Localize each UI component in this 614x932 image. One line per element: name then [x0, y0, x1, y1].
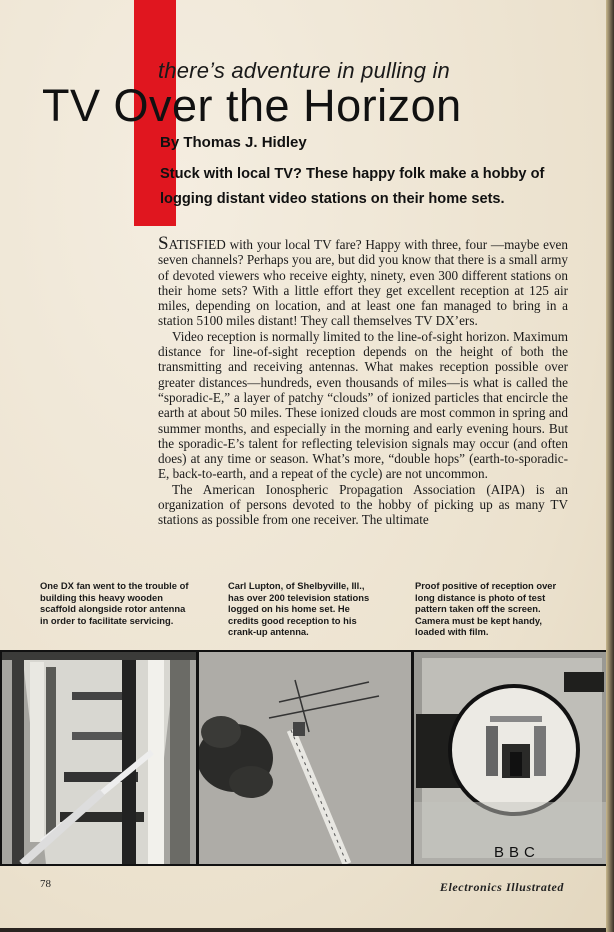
photo-antenna: [199, 652, 411, 864]
body-paragraph-1: [158, 233, 568, 329]
caption-test-pattern: Proof positive of reception over long distance is photo of test pattern taken off the screen. Camera must be kept handy, loaded with film.: [415, 580, 557, 638]
photo-scaffold: [2, 652, 196, 864]
article-title: TV Over the Horizon: [42, 80, 462, 131]
body-paragraph-3: The American Ionospheric Propagation Association (AIPA) is an organization of persons devoted to the hobby of picking up as many TV stations as possible from one receiver. The ultimate: [158, 481, 568, 528]
caption-scaffold: One DX fan went to the trouble of building this heavy wooden scaffold alongside rotor antenna in order to facilitate servicing.: [40, 580, 189, 626]
page-number: 78: [40, 878, 51, 890]
article-kicker: there’s adventure in pulling in: [158, 58, 450, 83]
test-pattern-image: [414, 652, 606, 864]
drop-cap: S: [158, 233, 169, 254]
scaffold-image: [2, 652, 196, 864]
article-deck: Stuck with local TV? These happy folk make a hobby of logging distant video stations on their home sets.: [160, 166, 545, 207]
antenna-image: [199, 652, 411, 864]
page-edge: [606, 0, 614, 932]
photo-strip: [0, 650, 606, 866]
paragraph-1-text: with your local TV fare? Happy with three, four —maybe even seven channels? Perhaps you are, but did you know that there is a small army of devoted viewers who receive eighty, ninety, even 300 different stations on their home sets? With a little effort they get excellent reception at 125 air miles, depending on location, and at least one fan managed to bring in a station 5100 miles distant! They call themselves TV DX’ers.: [158, 237, 568, 329]
photo-test-pattern: [414, 652, 606, 864]
article-byline: By Thomas J. Hidley: [160, 134, 307, 151]
bbc-label: BBC: [494, 844, 540, 861]
article-body: [158, 233, 568, 528]
body-paragraph-2: Video reception is normally limited to the line-of-sight horizon. Maximum distance for line-of-sight reception depends on the height of both the transmitting and receiving antennas. What makes reception possible over greater distances—hundreds, even thousands of miles—is what is called the “sporadic-E,” a layer of patchy “clouds” of ionized particles that encircle the earth at about 50 miles. These ionized clouds are most common in spring and summer months, and especially in the morning and early evening hours. But the sporadic-E’s talent for reflecting television signals may occur (and often does) at any time or season. What’s more, “double hops” (earth-to-sporadic-E, back-to-earth, and a repeat of the cycle) are not uncommon.: [158, 328, 568, 482]
small-caps-lead: ATISFIED: [168, 237, 226, 252]
magazine-name: Electronics Illustrated: [439, 880, 564, 894]
caption-lupton: Carl Lupton, of Shelbyville, Ill., has over 200 television stations logged on his home set. He credits good reception to his crank-up antenna.: [228, 580, 370, 638]
